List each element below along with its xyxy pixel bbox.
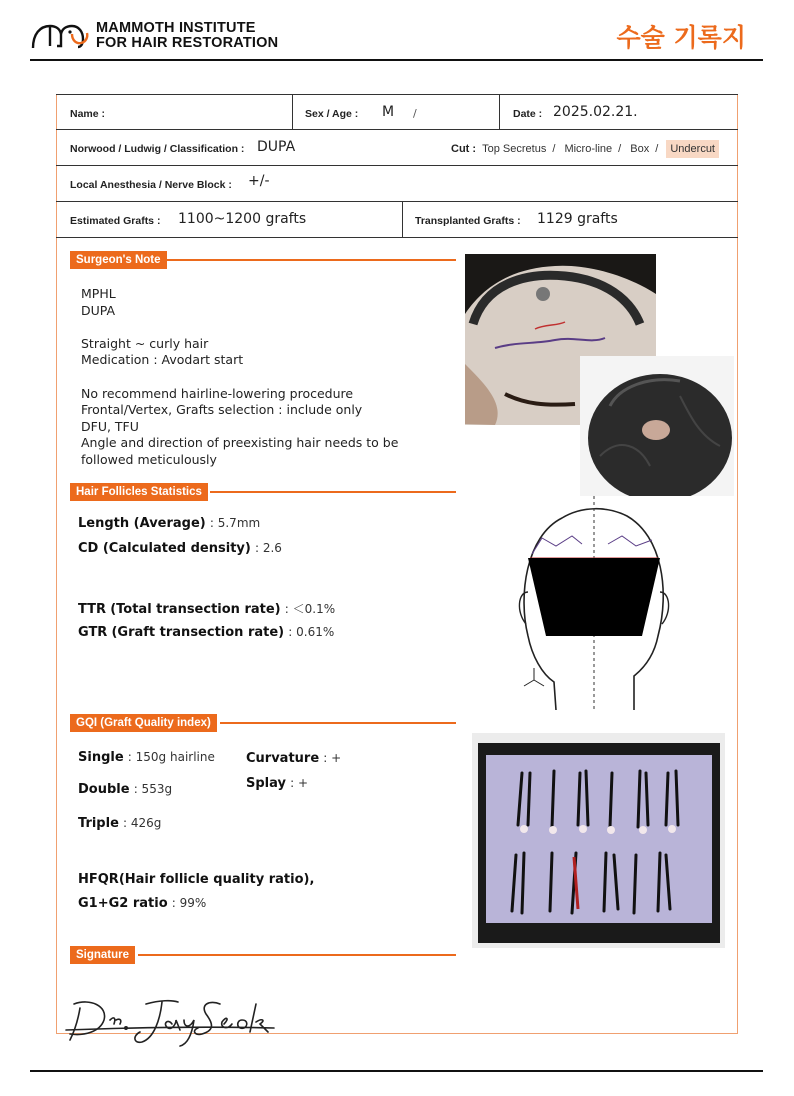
section-rule: [210, 491, 456, 493]
classification-field[interactable]: DUPA: [257, 139, 296, 155]
date-label: Date :: [513, 108, 543, 120]
cut-separator: /: [618, 143, 622, 155]
graft-microscope-photo: [472, 733, 725, 948]
curvature-label: Curvature: [246, 751, 320, 766]
cut-option-box[interactable]: Box: [630, 143, 650, 155]
single-label: Single: [78, 750, 124, 765]
vertex-photo: [580, 356, 734, 496]
logo-line-2: FOR HAIR RESTORATION: [96, 35, 279, 51]
form-row-classification: [56, 130, 738, 166]
note-line: DFU, TFU: [81, 418, 139, 434]
single-stat: [78, 750, 215, 765]
footer-divider: [30, 1070, 763, 1072]
hfqr-stat: [78, 872, 314, 887]
header-divider: [30, 59, 763, 61]
age-separator: /: [413, 107, 417, 120]
note-line: [81, 369, 398, 386]
curvature-value: : +: [323, 751, 342, 765]
section-rule: [138, 954, 456, 956]
ratio-value: : 99%: [171, 896, 207, 910]
estimated-grafts-field[interactable]: 1100~1200 grafts: [178, 211, 307, 227]
length-label: Length (Average): [78, 516, 206, 531]
splay-label: Splay: [246, 776, 286, 791]
gtr-label: GTR: [78, 625, 108, 640]
section-surgeons-note: [70, 251, 456, 269]
length-stat: [78, 516, 260, 531]
classification-label: Norwood / Ludwig / Classification :: [70, 143, 245, 155]
ttr-description: (Total transection rate): [110, 602, 281, 617]
form-row-grafts: [56, 202, 738, 238]
triple-value: : 426g: [123, 816, 162, 830]
note-line: MPHL: [81, 286, 116, 301]
section-follicle-statistics: [70, 483, 456, 501]
triple-label: Triple: [78, 816, 119, 831]
triple-stat: [78, 816, 161, 831]
cd-stat: [78, 541, 282, 556]
cut-separator: /: [655, 143, 659, 155]
transplanted-grafts-label: Transplanted Grafts :: [415, 215, 521, 227]
length-value: : 5.7mm: [209, 516, 261, 530]
name-label: Name :: [70, 108, 106, 120]
double-stat: [78, 782, 172, 797]
note-line: Angle and direction of preexisting hair needs to be: [81, 435, 399, 451]
note-line: Frontal/Vertex, Grafts selection : include only: [81, 402, 363, 418]
section-heading: Surgeon's Note: [70, 251, 167, 269]
form-row-anesthesia: [56, 166, 738, 202]
section-signature: [70, 946, 456, 964]
anesthesia-field[interactable]: +/-: [248, 173, 270, 189]
gtr-stat: [78, 625, 334, 640]
note-line: Straight ~ curly hair: [81, 335, 209, 351]
curvature-stat: [246, 751, 341, 766]
sex-age-label: Sex / Age :: [305, 108, 359, 120]
cut-separator: /: [552, 143, 556, 155]
transplanted-grafts-field[interactable]: 1129 grafts: [537, 211, 618, 227]
section-heading: Hair Follicles Statistics: [70, 483, 208, 501]
handwritten-signature: [60, 990, 280, 1050]
surgeons-note-text: [81, 286, 398, 469]
anesthesia-label: Local Anesthesia / Nerve Block :: [70, 179, 232, 191]
gtr-value: : 0.61%: [288, 625, 335, 639]
column-divider: [499, 95, 500, 130]
ratio-label: G1+G2 ratio: [78, 896, 168, 911]
estimated-grafts-label: Estimated Grafts :: [70, 215, 161, 227]
note-line: [81, 319, 398, 336]
logo-line-1: MAMMOTH INSTITUTE: [96, 20, 256, 36]
double-value: : 553g: [133, 782, 173, 796]
column-divider: [292, 95, 293, 130]
signature-text: Dr. Jay Seok: [60, 990, 66, 991]
note-line: followed meticulously: [81, 451, 217, 467]
ttr-stat: [78, 600, 335, 617]
cut-label: Cut :: [451, 143, 477, 155]
cut-options: [451, 138, 722, 160]
section-rule: [220, 722, 456, 724]
cut-option-top-secretus[interactable]: Top Secretus: [482, 143, 547, 155]
cut-option-micro-line[interactable]: Micro-line: [564, 143, 613, 155]
single-value: : 150g hairline: [127, 750, 215, 764]
section-rule: [166, 259, 456, 261]
form-row-patient: [56, 94, 738, 130]
gtr-description: (Graft transection rate): [111, 625, 285, 640]
institute-logo: [30, 18, 290, 54]
section-heading: GQI (Graft Quality index): [70, 714, 217, 732]
note-line: No recommend hairline-lowering procedure: [81, 385, 354, 401]
mammoth-logo-icon: [30, 20, 90, 52]
splay-stat: [246, 776, 308, 791]
ttr-label: TTR: [78, 602, 107, 617]
column-divider: [402, 202, 403, 237]
document-title: 수술 기록지: [616, 23, 746, 52]
head-diagram: [512, 496, 676, 710]
cd-value: : 2.6: [254, 541, 282, 555]
double-label: Double: [78, 782, 130, 797]
note-line: Medication : Avodart start: [81, 352, 244, 368]
section-gqi: [70, 714, 456, 732]
section-heading: Signature: [70, 946, 135, 964]
sex-field[interactable]: M: [382, 104, 395, 120]
cd-label: CD (Calculated density): [78, 541, 251, 556]
note-line: DUPA: [81, 302, 116, 318]
date-field[interactable]: 2025.02.21.: [553, 104, 638, 120]
logo-text: [96, 21, 278, 51]
hfqr-label: HFQR(Hair follicle quality ratio),: [78, 872, 315, 887]
ttr-value: : ＜0.1%: [284, 602, 336, 616]
cut-option-undercut-selected[interactable]: Undercut: [666, 140, 719, 158]
splay-value: : +: [290, 776, 309, 790]
ratio-stat: [78, 896, 206, 911]
